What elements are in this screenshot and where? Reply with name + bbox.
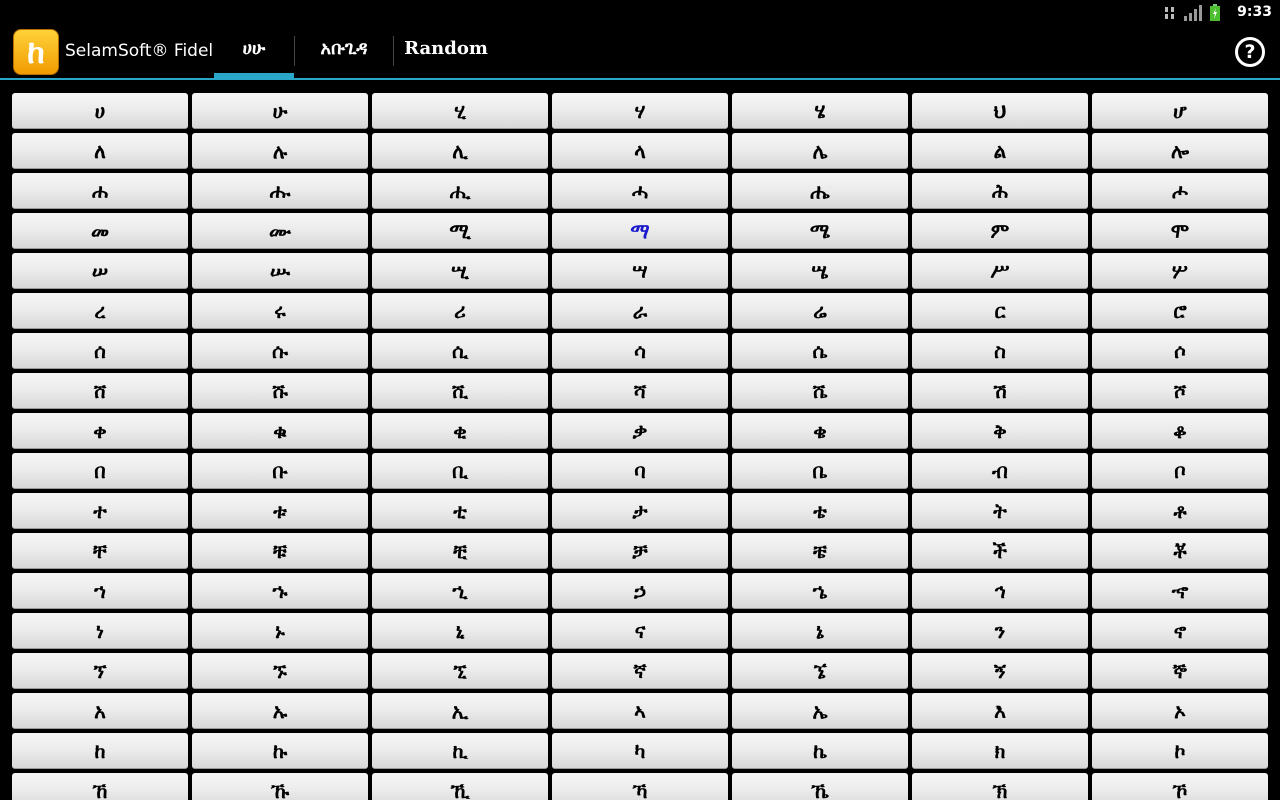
status-clock: 9:33: [1237, 4, 1272, 20]
fidel-key[interactable]: ሎ: [1092, 133, 1268, 169]
fidel-key[interactable]: ቾ: [1092, 533, 1268, 569]
fidel-key[interactable]: ሄ: [732, 93, 908, 129]
fidel-key[interactable]: ሾ: [1092, 373, 1268, 409]
fidel-key[interactable]: ነ: [12, 613, 188, 649]
fidel-key[interactable]: ቆ: [1092, 413, 1268, 449]
fidel-key[interactable]: ሪ: [372, 293, 548, 329]
fidel-key[interactable]: ኃ: [552, 573, 728, 609]
fidel-key[interactable]: ረ: [12, 293, 188, 329]
fidel-key[interactable]: ኽ: [912, 773, 1088, 800]
fidel-key[interactable]: ሞ: [1092, 213, 1268, 249]
fidel-key[interactable]: ር: [912, 293, 1088, 329]
fidel-key[interactable]: ሠ: [12, 253, 188, 289]
fidel-key[interactable]: ቅ: [912, 413, 1088, 449]
fidel-key[interactable]: ኛ: [552, 653, 728, 689]
fidel-key[interactable]: ሁ: [192, 93, 368, 129]
fidel-key[interactable]: ክ: [912, 733, 1088, 769]
fidel-key[interactable]: ባ: [552, 453, 728, 489]
fidel-key[interactable]: ኅ: [912, 573, 1088, 609]
fidel-key[interactable]: ስ: [912, 333, 1088, 369]
fidel-key[interactable]: ን: [912, 613, 1088, 649]
fidel-key[interactable]: ቃ: [552, 413, 728, 449]
fidel-key[interactable]: ት: [912, 493, 1088, 529]
fidel-key[interactable]: ሥ: [912, 253, 1088, 289]
fidel-key[interactable]: ሶ: [1092, 333, 1268, 369]
fidel-key[interactable]: ቄ: [732, 413, 908, 449]
fidel-key[interactable]: ኬ: [732, 733, 908, 769]
fidel-key[interactable]: ኞ: [1092, 653, 1268, 689]
fidel-key[interactable]: ሸ: [12, 373, 188, 409]
fidel-key[interactable]: ሖ: [1092, 173, 1268, 209]
fidel-key[interactable]: ራ: [552, 293, 728, 329]
battery-icon: [1210, 4, 1220, 21]
fidel-key[interactable]: ሒ: [372, 173, 548, 209]
fidel-key[interactable]: ኺ: [372, 773, 548, 800]
tab-bar: [214, 25, 498, 78]
fidel-key[interactable]: ኑ: [192, 613, 368, 649]
fidel-key[interactable]: በ: [12, 453, 188, 489]
fidel-key[interactable]: ሡ: [192, 253, 368, 289]
fidel-key[interactable]: ኆ: [1092, 573, 1268, 609]
fidel-key[interactable]: ል: [912, 133, 1088, 169]
fidel-grid: [12, 93, 1268, 800]
fidel-key[interactable]: ሴ: [732, 333, 908, 369]
fidel-key[interactable]: ሹ: [192, 373, 368, 409]
fidel-key[interactable]: ኾ: [1092, 773, 1268, 800]
fidel-key[interactable]: ቦ: [1092, 453, 1268, 489]
fidel-key[interactable]: ች: [912, 533, 1088, 569]
fidel-key[interactable]: ኦ: [1092, 693, 1268, 729]
tab-abugida[interactable]: አቡጊዳ: [320, 38, 368, 59]
fidel-key[interactable]: ሀ: [12, 93, 188, 129]
fidel-key[interactable]: ሙ: [192, 213, 368, 249]
fidel-key[interactable]: ኣ: [552, 693, 728, 729]
fidel-key[interactable]: ቂ: [372, 413, 548, 449]
fidel-key[interactable]: ከ: [12, 733, 188, 769]
fidel-key[interactable]: ኚ: [372, 653, 548, 689]
fidel-key[interactable]: ሲ: [372, 333, 548, 369]
fidel-key[interactable]: ቺ: [372, 533, 548, 569]
fidel-key[interactable]: ኸ: [12, 773, 188, 800]
fidel-key[interactable]: ቱ: [192, 493, 368, 529]
fidel-key[interactable]: ሺ: [372, 373, 548, 409]
fidel-key[interactable]: ሃ: [552, 93, 728, 129]
fidel-key[interactable]: ኩ: [192, 733, 368, 769]
fidel-key[interactable]: ሳ: [552, 333, 728, 369]
fidel-key[interactable]: ሱ: [192, 333, 368, 369]
fidel-key[interactable]: ሤ: [732, 253, 908, 289]
fidel-key[interactable]: ሐ: [12, 173, 188, 209]
data-3g-icon: [1164, 6, 1176, 20]
fidel-key[interactable]: አ: [12, 693, 188, 729]
fidel-key[interactable]: ኜ: [732, 653, 908, 689]
fidel-key[interactable]: ሉ: [192, 133, 368, 169]
fidel-key[interactable]: ም: [912, 213, 1088, 249]
fidel-key[interactable]: ሼ: [732, 373, 908, 409]
fidel-key[interactable]: ሂ: [372, 93, 548, 129]
fidel-key[interactable]: ህ: [912, 93, 1088, 129]
fidel-key[interactable]: መ: [12, 213, 188, 249]
signal-icon: [1184, 5, 1202, 21]
fidel-key[interactable]: ኤ: [732, 693, 908, 729]
fidel-key[interactable]: ኒ: [372, 613, 548, 649]
fidel-key[interactable]: ተ: [12, 493, 188, 529]
fidel-key[interactable]: ሩ: [192, 293, 368, 329]
fidel-key[interactable]: ቻ: [552, 533, 728, 569]
fidel-key[interactable]: ሚ: [372, 213, 548, 249]
fidel-key[interactable]: ኢ: [372, 693, 548, 729]
status-icons: [1164, 4, 1220, 21]
help-icon[interactable]: ?: [1235, 37, 1265, 67]
tab-hahu[interactable]: ሀሁ: [214, 25, 294, 78]
fidel-key[interactable]: ማ: [552, 213, 728, 249]
fidel-key[interactable]: ሌ: [732, 133, 908, 169]
fidel-key[interactable]: ኘ: [12, 653, 188, 689]
fidel-key[interactable]: ላ: [552, 133, 728, 169]
fidel-key[interactable]: ኮ: [1092, 733, 1268, 769]
fidel-key[interactable]: ሜ: [732, 213, 908, 249]
fidel-content[interactable]: [0, 80, 1280, 800]
fidel-key[interactable]: ኝ: [912, 653, 1088, 689]
fidel-key[interactable]: ቲ: [372, 493, 548, 529]
fidel-key[interactable]: ታ: [552, 493, 728, 529]
fidel-key[interactable]: ቴ: [732, 493, 908, 529]
status-bar: [0, 0, 1280, 25]
fidel-key[interactable]: ኪ: [372, 733, 548, 769]
fidel-key[interactable]: እ: [912, 693, 1088, 729]
fidel-key[interactable]: ኖ: [1092, 613, 1268, 649]
app-icon[interactable]: ከ: [13, 29, 59, 75]
fidel-key[interactable]: ቤ: [732, 453, 908, 489]
app-title: SelamSoft® Fidel: [65, 41, 214, 61]
fidel-key[interactable]: ኹ: [192, 773, 368, 800]
fidel-key[interactable]: ካ: [552, 733, 728, 769]
fidel-key[interactable]: ሣ: [552, 253, 728, 289]
fidel-key[interactable]: ሊ: [372, 133, 548, 169]
fidel-key[interactable]: ሓ: [552, 173, 728, 209]
fidel-key[interactable]: ኙ: [192, 653, 368, 689]
fidel-key[interactable]: ኼ: [732, 773, 908, 800]
fidel-key[interactable]: ሮ: [1092, 293, 1268, 329]
fidel-key[interactable]: ሢ: [372, 253, 548, 289]
fidel-key[interactable]: ቡ: [192, 453, 368, 489]
fidel-key[interactable]: ሻ: [552, 373, 728, 409]
fidel-key[interactable]: ቢ: [372, 453, 548, 489]
fidel-key[interactable]: ሰ: [12, 333, 188, 369]
fidel-key[interactable]: ሑ: [192, 173, 368, 209]
fidel-key[interactable]: ሦ: [1092, 253, 1268, 289]
action-bar: [0, 25, 1280, 80]
fidel-key[interactable]: ቸ: [12, 533, 188, 569]
fidel-key[interactable]: ኡ: [192, 693, 368, 729]
fidel-key[interactable]: ብ: [912, 453, 1088, 489]
fidel-key[interactable]: ቀ: [12, 413, 188, 449]
fidel-key[interactable]: ለ: [12, 133, 188, 169]
fidel-key[interactable]: ኂ: [372, 573, 548, 609]
fidel-key[interactable]: ቼ: [732, 533, 908, 569]
fidel-key[interactable]: ቁ: [192, 413, 368, 449]
fidel-key[interactable]: ና: [552, 613, 728, 649]
fidel-key[interactable]: ሆ: [1092, 93, 1268, 129]
fidel-key[interactable]: ኀ: [12, 573, 188, 609]
fidel-key[interactable]: ሕ: [912, 173, 1088, 209]
fidel-key[interactable]: ሬ: [732, 293, 908, 329]
fidel-key[interactable]: ኄ: [732, 573, 908, 609]
fidel-key[interactable]: ኁ: [192, 573, 368, 609]
fidel-key[interactable]: ቹ: [192, 533, 368, 569]
fidel-key[interactable]: ቶ: [1092, 493, 1268, 529]
fidel-key[interactable]: ኔ: [732, 613, 908, 649]
fidel-key[interactable]: ኻ: [552, 773, 728, 800]
tab-random[interactable]: Random: [404, 38, 488, 59]
fidel-key[interactable]: ሔ: [732, 173, 908, 209]
fidel-key[interactable]: ሽ: [912, 373, 1088, 409]
